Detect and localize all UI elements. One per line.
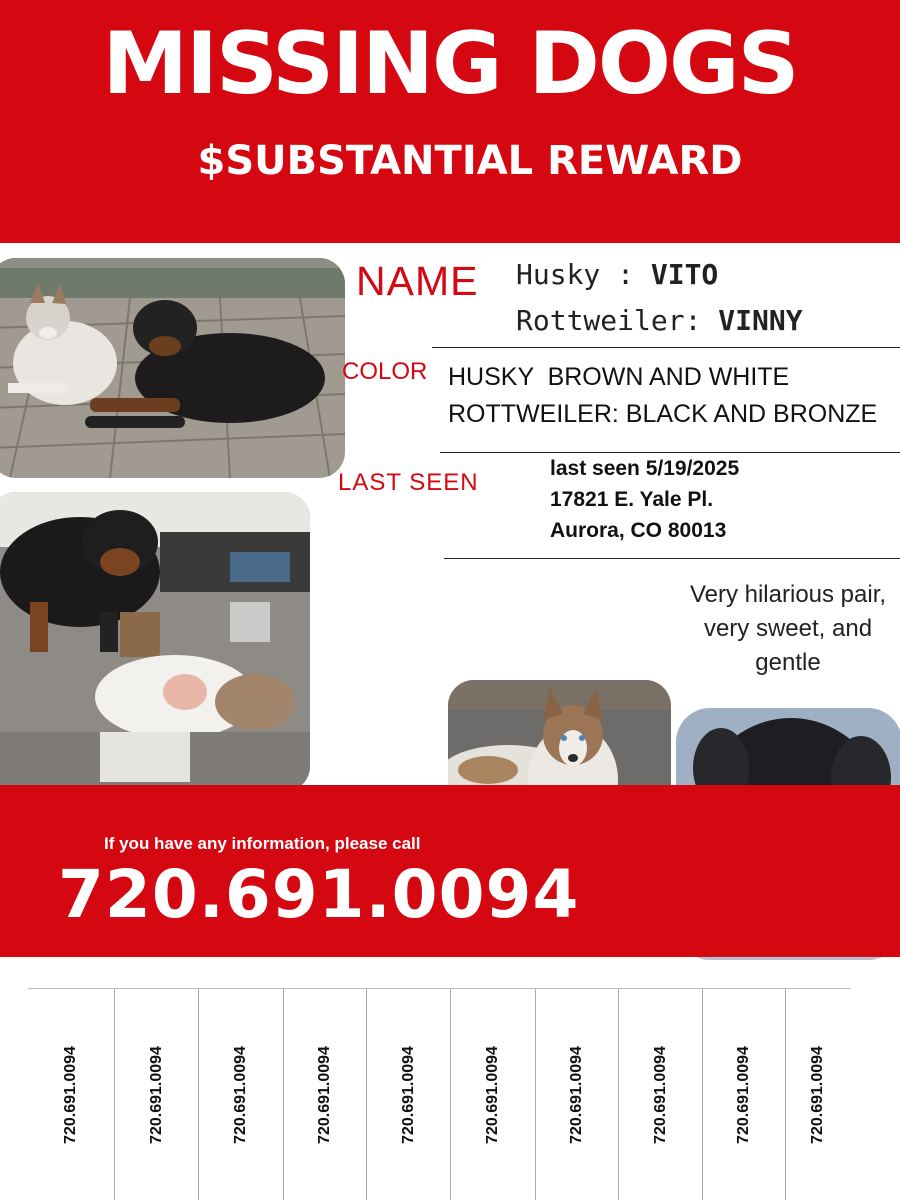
tear-off-phone: 720.691.0094	[651, 1046, 669, 1144]
tear-off-tab[interactable]	[114, 989, 198, 1200]
rottweiler-name: Rottweiler: VINNY	[516, 304, 803, 337]
husky-color: HUSKY BROWN AND WHITE	[448, 363, 790, 391]
tear-off-tab[interactable]	[702, 989, 785, 1200]
contact-prompt: If you have any information, please call	[104, 834, 421, 853]
tear-off-tabs	[28, 988, 850, 1200]
reward-subtitle: $SUBSTANTIAL REWARD	[197, 138, 743, 184]
tear-off-phone: 720.691.0094	[399, 1046, 417, 1144]
tear-off-phone: 720.691.0094	[735, 1046, 752, 1144]
tear-off-tab[interactable]	[618, 989, 702, 1200]
dog-description: Very hilarious pair, very sweet, and gentle	[689, 581, 887, 676]
tear-off-phone: 720.691.0094	[316, 1046, 333, 1144]
tear-off-tab[interactable]	[535, 989, 618, 1200]
poster-title: MISSING DOGS	[102, 14, 798, 114]
tear-off-tab[interactable]	[28, 989, 114, 1200]
tear-off-tab[interactable]	[283, 989, 366, 1200]
last-seen-date: last seen 5/19/2025	[550, 457, 740, 480]
divider	[440, 452, 900, 453]
color-label: COLOR	[342, 358, 428, 385]
dogs-indoors-photo	[0, 492, 310, 792]
husky-name: Husky : VITO	[516, 258, 719, 291]
tear-off-phone: 720.691.0094	[809, 1046, 826, 1144]
tear-off-phone: 720.691.0094	[232, 1046, 249, 1144]
name-label: NAME	[356, 258, 479, 304]
divider	[444, 558, 900, 559]
last-seen-street: 17821 E. Yale Pl.	[550, 488, 714, 511]
last-seen-city: Aurora, CO 80013	[550, 519, 727, 542]
husky-name-value: VITO	[650, 258, 719, 291]
tear-off-phone: 720.691.0094	[484, 1046, 501, 1144]
last-seen-label: LAST SEEN	[338, 469, 479, 496]
dogs-on-deck-photo	[0, 258, 345, 478]
tear-off-phone: 720.691.0094	[147, 1046, 165, 1144]
tear-off-tab[interactable]	[198, 989, 283, 1200]
tear-off-tab[interactable]	[366, 989, 450, 1200]
rottweiler-name-value: VINNY	[718, 304, 803, 337]
tear-off-phone: 720.691.0094	[62, 1046, 79, 1144]
tear-off-phone: 720.691.0094	[568, 1046, 585, 1144]
tear-off-tab[interactable]	[785, 989, 850, 1200]
contact-phone[interactable]: 720.691.0094	[58, 856, 580, 933]
rottweiler-color: ROTTWEILER: BLACK AND BRONZE	[448, 400, 878, 428]
divider	[432, 347, 900, 348]
tear-off-tab[interactable]	[450, 989, 535, 1200]
